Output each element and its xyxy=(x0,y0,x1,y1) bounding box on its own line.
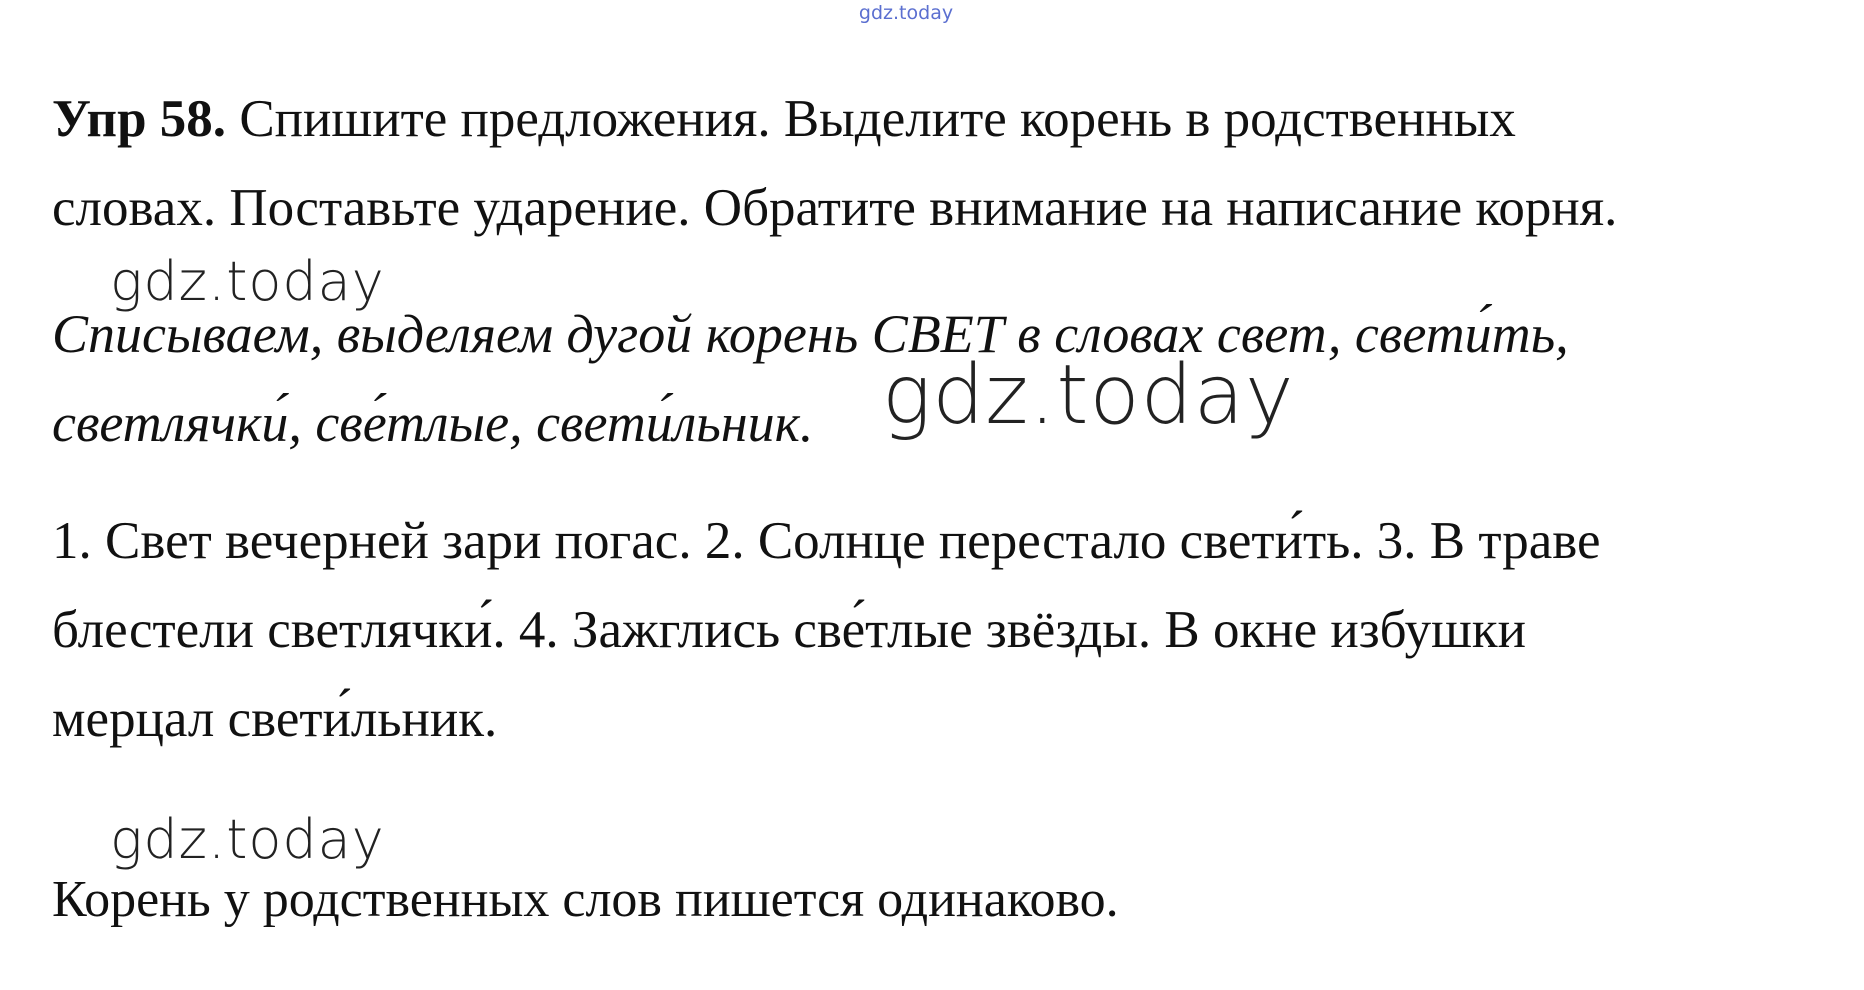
watermark-1: gdz.today xyxy=(110,250,385,313)
answer-line-2: светлячки́, све́тлые, свети́льник. xyxy=(52,393,814,453)
sentences-block xyxy=(52,497,1832,764)
sentences-line-3: мерцал свети́льник. xyxy=(52,690,498,748)
task-statement xyxy=(52,75,1832,253)
task-text-1: Спишите предложения. Выделите корень в родственных xyxy=(239,90,1516,148)
sentences-line-1: 1. Свет вечерней зари погас. 2. Солнце перестало свети́ть. 3. В траве xyxy=(52,512,1601,570)
answer-line-1: Списываем, выделяем дугой корень СВЕТ в словах свет, свети́ть, xyxy=(52,304,1569,364)
task-line-2: словах. Поставьте ударение. Обратите внимание на написание корня. xyxy=(52,179,1618,237)
watermark-3: gdz.today xyxy=(110,808,385,871)
watermark-2: gdz.today xyxy=(882,348,1295,443)
header-watermark: gdz.today xyxy=(858,2,954,24)
conclusion-text: Корень у родственных слов пишется одинаково. xyxy=(52,871,1119,928)
sentences-line-2: блестели светлячки́. 4. Зажглись све́тлые звёзды. В окне избушки xyxy=(52,601,1527,659)
task-label: Упр 58. xyxy=(52,90,227,148)
task-line-1 xyxy=(52,75,1832,164)
